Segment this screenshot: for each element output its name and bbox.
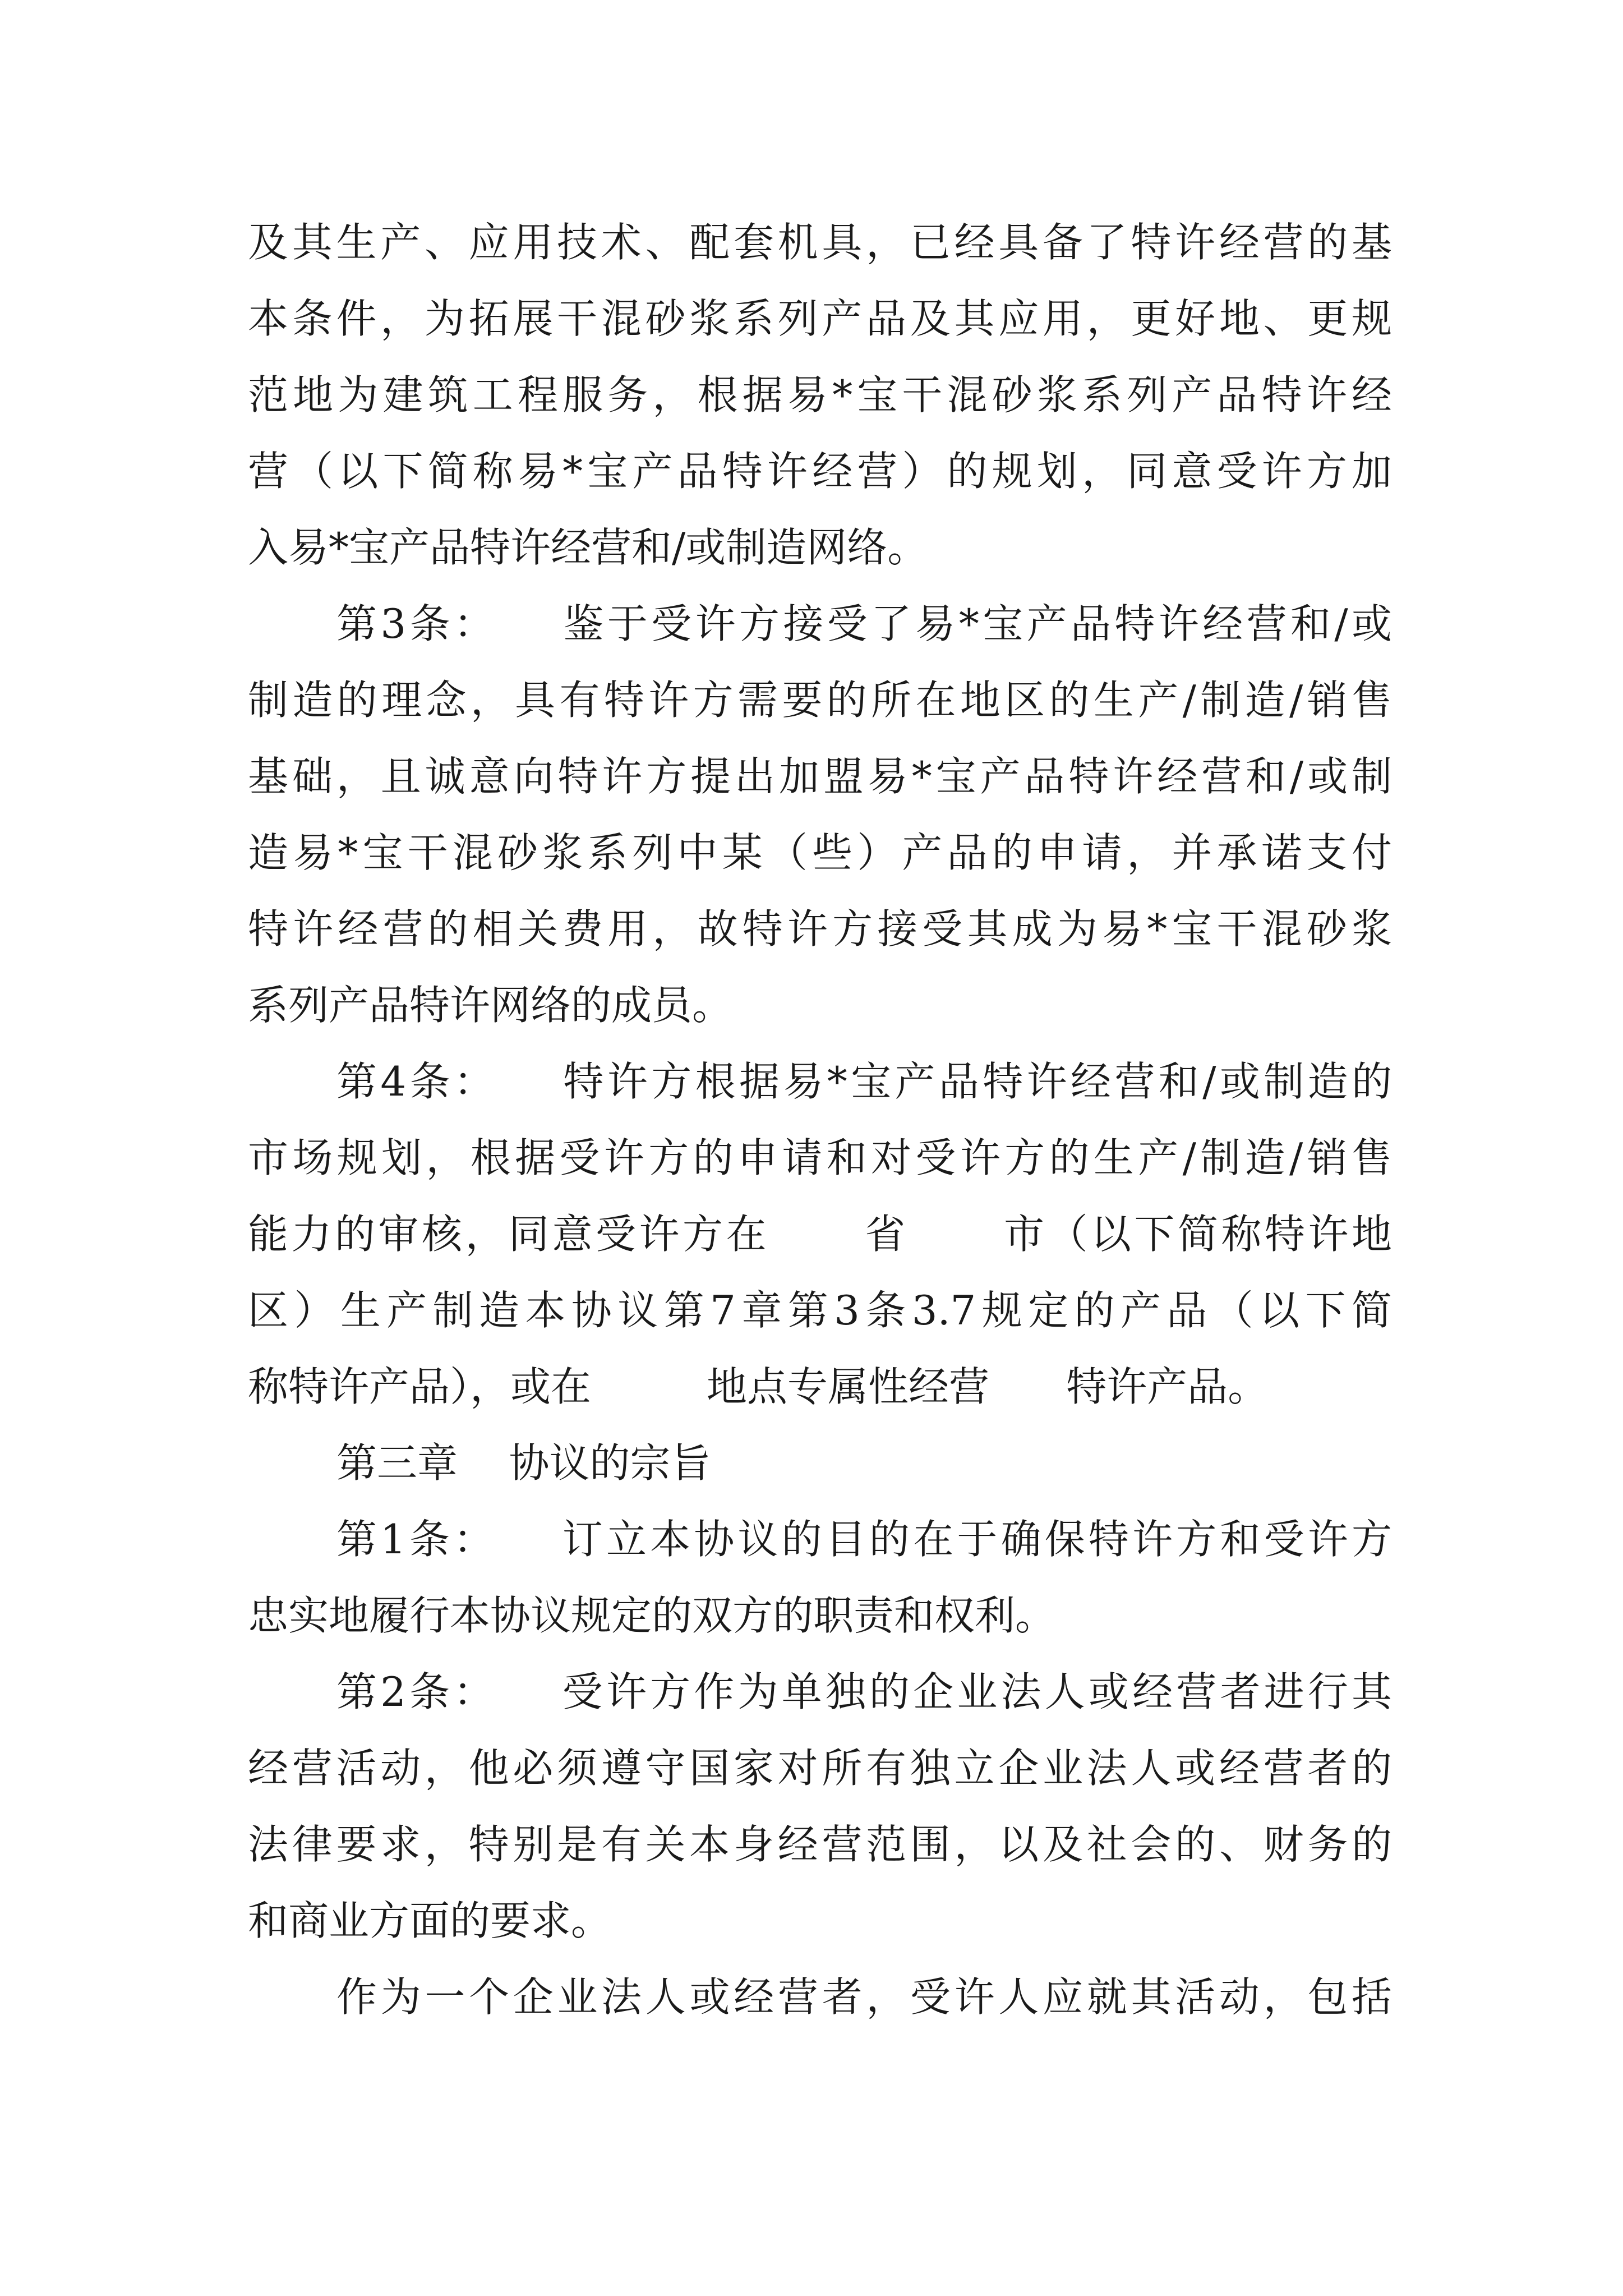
text-line-24: 作为一个企业法人或经营者，受许人应就其活动，包括 (336, 1973, 1392, 2021)
text-line-10: 特许经营的相关费用，故特许方接受其成为易*宝干混砂浆 (248, 905, 1392, 953)
text-line-1: 及其生产、应用技术、配套机具，已经具备了特许经营的基 (248, 219, 1392, 266)
text-line-8: 基础，且诚意向特许方提出加盟易*宝产品特许经营和/或制 (248, 753, 1392, 800)
text-line-11: 系列产品特许网络的成员。 (248, 982, 733, 1029)
text-line-4: 营（以下简称易*宝产品特许经营）的规划，同意受许方加 (248, 448, 1392, 495)
chapter-3-heading: 第三章 协议的宗旨 (336, 1439, 711, 1487)
text-line-14: 能力的审核，同意受许方在 省 市（以下简称特许地 (248, 1211, 1392, 1258)
text-line-13: 市场规划，根据受许方的申请和对受许方的生产/制造/销售 (248, 1134, 1392, 1181)
text-line-22: 法律要求，特别是有关本身经营范围，以及社会的、财务的 (248, 1821, 1392, 1868)
text-line-15: 区）生产制造本协议第7章第3条3.7规定的产品（以下简 (248, 1287, 1392, 1334)
chapter-3-article-1-line: 第1条： 订立本协议的目的在于确保特许方和受许方 (336, 1516, 1392, 1563)
text-line-3: 范地为建筑工程服务，根据易*宝干混砂浆系列产品特许经 (248, 371, 1392, 418)
text-line-21: 经营活动，他必须遵守国家对所有独立企业法人或经营者的 (248, 1745, 1392, 1792)
text-line-5: 入易*宝产品特许经营和/或制造网络。 (248, 524, 928, 571)
text-line-7: 制造的理念，具有特许方需要的所在地区的生产/制造/销售 (248, 677, 1392, 724)
text-line-19: 忠实地履行本协议规定的双方的职责和权利。 (248, 1592, 1056, 1639)
article-4-heading-line: 第4条： 特许方根据易*宝产品特许经营和/或制造的 (336, 1058, 1392, 1105)
text-line-16: 称特许产品），或在 地点专属性经营 特许产品。 (248, 1363, 1269, 1410)
article-3-heading-line: 第3条： 鉴于受许方接受了易*宝产品特许经营和/或 (336, 600, 1392, 647)
text-line-9: 造易*宝干混砂浆系列中某（些）产品的申请，并承诺支付 (248, 829, 1392, 876)
chapter-3-article-2-line: 第2条： 受许方作为单独的企业法人或经营者进行其 (336, 1668, 1392, 1715)
text-line-23: 和商业方面的要求。 (248, 1897, 612, 1944)
text-line-2: 本条件，为拓展干混砂浆系列产品及其应用，更好地、更规 (248, 295, 1392, 342)
